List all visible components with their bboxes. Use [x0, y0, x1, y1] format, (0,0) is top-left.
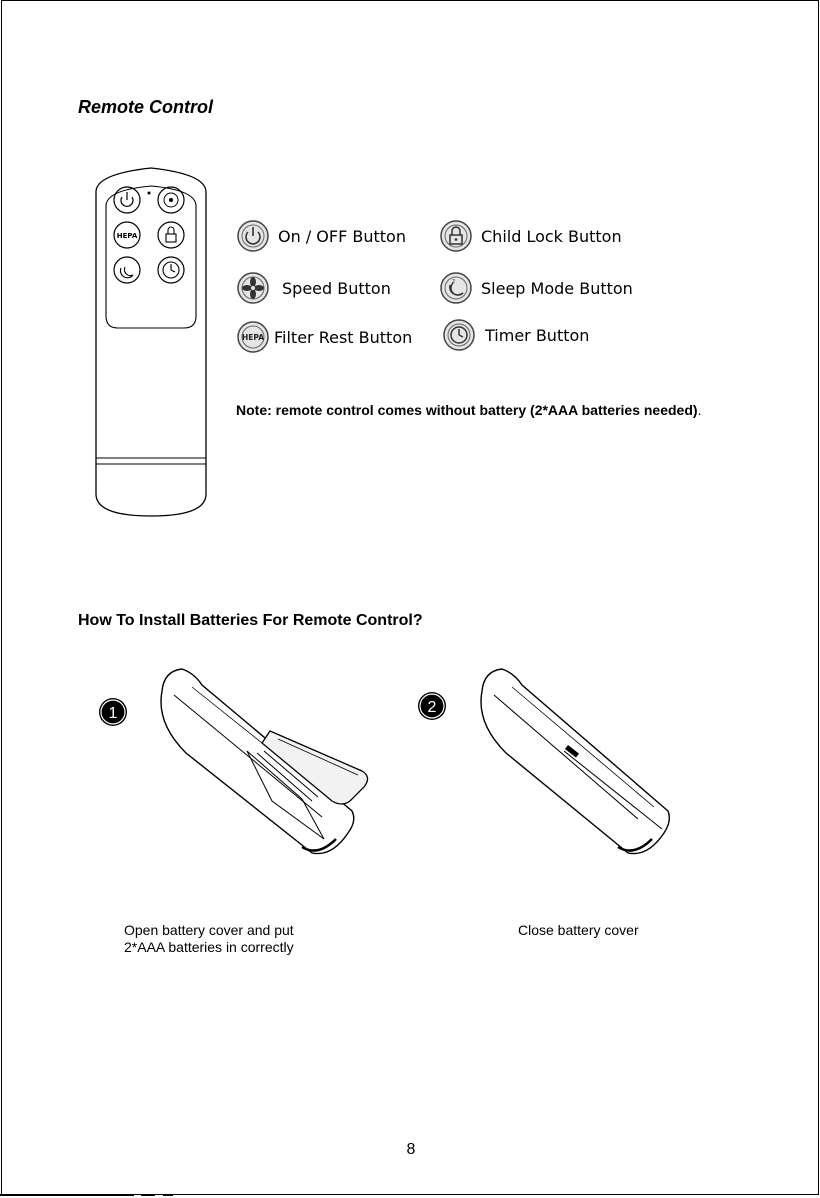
power-icon — [236, 219, 270, 253]
hepa-icon-text: HEPA — [241, 333, 265, 342]
footer-rule-mid — [141, 1194, 155, 1196]
timer-clock-icon — [442, 318, 476, 352]
fan-speed-icon — [236, 271, 270, 305]
legend-sleep-mode — [439, 271, 633, 305]
legend-child-lock-label: Child Lock Button — [481, 226, 622, 246]
button-legend — [236, 219, 756, 359]
legend-timer — [442, 318, 589, 352]
step-1-caption — [124, 922, 294, 956]
step-2-number: 2 — [427, 699, 437, 716]
sleep-moon-icon — [439, 271, 473, 305]
legend-filter-reset — [236, 320, 412, 354]
hepa-filter-icon — [236, 320, 270, 354]
legend-child-lock — [439, 219, 622, 253]
section-title-remote-control: Remote Control — [78, 97, 213, 117]
step-1-caption-line2: 2*AAA batteries in correctly — [124, 939, 294, 955]
step-1-caption-line1: Open battery cover and put — [124, 922, 294, 938]
remote-sleep-button — [114, 257, 140, 283]
legend-timer-label: Timer Button — [485, 325, 590, 345]
remote-speed-button — [158, 187, 184, 213]
footer-rule-left — [0, 1194, 134, 1196]
remote-hepa-button — [114, 222, 140, 248]
legend-sleep-mode-label: Sleep Mode Button — [481, 278, 633, 298]
legend-on-off-label: On / OFF Button — [278, 226, 406, 246]
legend-speed — [236, 271, 391, 305]
remote-timer-button — [158, 257, 184, 283]
step-2-caption — [518, 922, 639, 939]
step-2-remote-closed-cover-illustration — [472, 661, 682, 861]
remote-lock-button — [158, 222, 184, 248]
legend-on-off — [236, 219, 406, 253]
legend-filter-reset-label: Filter Rest Button — [274, 327, 413, 347]
remote-power-button — [114, 187, 140, 213]
battery-note-tail: . — [697, 402, 702, 418]
remote-control-illustration — [92, 164, 210, 519]
battery-note-bold: Note: remote control comes without battery (2*AAA batteries needed) — [236, 402, 698, 418]
svg-text:z: z — [452, 278, 456, 285]
step-1-remote-open-cover-illustration — [152, 661, 382, 861]
footer-rule-right — [163, 1194, 173, 1196]
step-2-caption-line1: Close battery cover — [518, 922, 639, 938]
step-2-badge — [417, 691, 447, 721]
svg-text:HEPA: HEPA — [116, 232, 138, 240]
battery-note — [236, 401, 716, 420]
lock-icon — [439, 219, 473, 253]
section-title-install-batteries: How To Install Batteries For Remote Control? — [78, 612, 423, 629]
step-1-number: 1 — [108, 705, 118, 722]
step-1-badge — [98, 697, 128, 727]
manual-page — [1, 0, 819, 1195]
page-number: 8 — [406, 1141, 416, 1158]
legend-speed-label: Speed Button — [282, 278, 391, 298]
